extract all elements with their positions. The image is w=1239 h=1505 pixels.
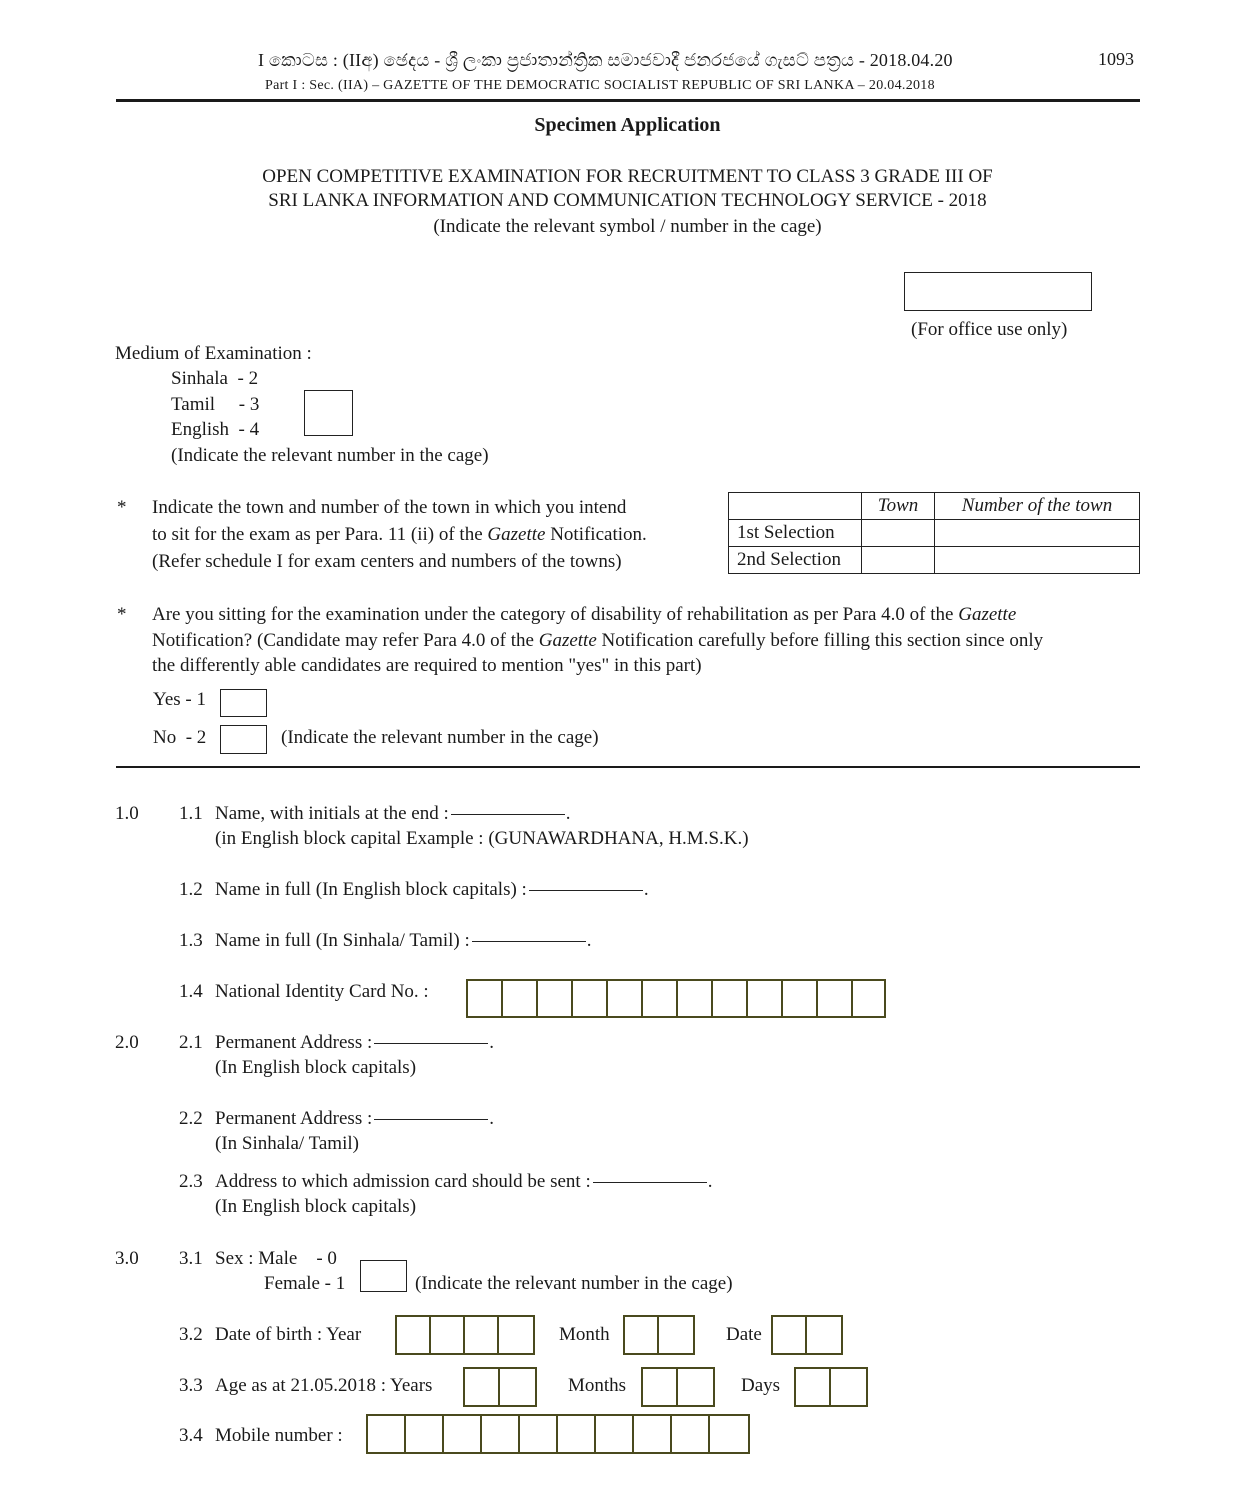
name-initials-input[interactable] (451, 814, 565, 815)
age-years-digit[interactable] (465, 1369, 500, 1405)
table-header-blank (729, 493, 862, 520)
field-1-1-number: 1.1 (179, 803, 203, 824)
name-full-english-input[interactable] (529, 890, 643, 891)
field-1-1-note: (in English block capital Example : (GUNAWARDHANA, H.M.S.K.) (215, 828, 749, 849)
medium-option-sinhala: Sinhala - 2 (171, 368, 259, 389)
dob-date-input[interactable] (771, 1315, 843, 1355)
medium-cage[interactable] (304, 390, 353, 436)
age-years-input[interactable] (463, 1367, 537, 1407)
permanent-address-sinhala-tamil-input[interactable] (374, 1119, 488, 1120)
mobile-digit-cell[interactable] (710, 1416, 748, 1452)
nic-digit-cell[interactable] (748, 981, 783, 1016)
mobile-digit-cell[interactable] (596, 1416, 634, 1452)
header-english-line: Part I : Sec. (IIA) – GAZETTE OF THE DEMOCRATIC SOCIALIST REPUBLIC OF SRI LANKA – 20.04.2018 (265, 78, 935, 93)
mobile-number-input[interactable] (366, 1414, 750, 1454)
row-label-2nd-selection: 2nd Selection (729, 547, 862, 574)
field-2-3-note: (In English block capitals) (215, 1196, 417, 1217)
age-days-input[interactable] (794, 1367, 868, 1407)
nic-digit-cell[interactable] (678, 981, 713, 1016)
field-2-1-note: (In English block capitals) (215, 1057, 417, 1078)
admission-address-input[interactable] (593, 1182, 707, 1183)
field-3-3-label: Age as at 21.05.2018 : Years (215, 1375, 433, 1396)
field-2-2-number: 2.2 (179, 1108, 203, 1129)
field-2-1-label: Permanent Address : . (215, 1032, 495, 1053)
medium-instruction: (Indicate the relevant number in the cage) (171, 445, 489, 466)
field-2-3-label: Address to which admission card should be sent : . (215, 1171, 713, 1192)
office-use-label: (For office use only) (911, 319, 1068, 340)
dob-year-digit[interactable] (499, 1317, 533, 1353)
table-header-town: Town (862, 493, 935, 520)
field-3-1-number: 3.1 (179, 1248, 203, 1269)
field-1-2-label: Name in full (In English block capitals) : . (215, 879, 649, 900)
nic-digit-cell[interactable] (818, 981, 853, 1016)
dob-year-digit[interactable] (431, 1317, 465, 1353)
nic-digit-cell[interactable] (608, 981, 643, 1016)
field-3-2-number: 3.2 (179, 1324, 203, 1345)
section-2-number: 2.0 (115, 1032, 139, 1053)
dob-date-digit[interactable] (773, 1317, 807, 1353)
disability-yes-label: Yes - 1 (153, 689, 206, 710)
nic-digit-cell[interactable] (503, 981, 538, 1016)
town-2nd-cell[interactable] (862, 547, 935, 574)
field-3-2-label: Date of birth : Year (215, 1324, 362, 1345)
office-use-box[interactable] (904, 272, 1092, 311)
table-row (729, 547, 1140, 574)
disability-line-1: Are you sitting for the examination under the category of disability of rehabilitation as per Para 4.0 of the Gazette (152, 604, 1017, 625)
field-3-2-date-label: Date (726, 1324, 762, 1345)
page-number: 1093 (1098, 49, 1134, 69)
age-years-digit[interactable] (500, 1369, 535, 1405)
header-rule (116, 99, 1140, 102)
field-2-1-number: 2.1 (179, 1032, 203, 1053)
field-2-2-note: (In Sinhala/ Tamil) (215, 1133, 359, 1154)
subtitle-line-1: OPEN COMPETITIVE EXAMINATION FOR RECRUITMENT TO CLASS 3 GRADE III OF (262, 166, 993, 187)
field-3-3-months-label: Months (568, 1375, 627, 1396)
nic-digit-cell[interactable] (783, 981, 818, 1016)
table-row (729, 493, 1140, 520)
permanent-address-english-input[interactable] (374, 1043, 488, 1044)
field-3-2-month-label: Month (559, 1324, 610, 1345)
table-row (729, 520, 1140, 547)
nic-number-input[interactable] (466, 979, 886, 1018)
age-months-digit[interactable] (678, 1369, 713, 1405)
field-1-2-number: 1.2 (179, 879, 203, 900)
disability-bullet: * (117, 604, 127, 625)
field-1-4-number: 1.4 (179, 981, 203, 1002)
row-label-1st-selection: 1st Selection (729, 520, 862, 547)
field-3-1-instruction: (Indicate the relevant number in the cage) (415, 1273, 733, 1294)
nic-digit-cell[interactable] (713, 981, 748, 1016)
field-1-3-number: 1.3 (179, 930, 203, 951)
header-sinhala-line: I කොටස : (IIඅ) ඡෙදය - ශ්‍රී ලංකා ප්‍රජාතාන්ත්‍රික සමාජවාදී ජනරජයේ ගැසට් පත්‍රය - 2018.04.20 (258, 50, 953, 70)
disability-line-2: Notification? (Candidate may refer Para 4.0 of the Gazette Notification carefully before filling this section since only (152, 630, 1044, 651)
field-3-3-number: 3.3 (179, 1375, 203, 1396)
disability-no-label: No - 2 (153, 727, 207, 748)
nic-digit-cell[interactable] (643, 981, 678, 1016)
age-months-input[interactable] (641, 1367, 715, 1407)
sex-cage[interactable] (360, 1260, 407, 1292)
section-divider (116, 766, 1140, 768)
age-months-digit[interactable] (643, 1369, 678, 1405)
disability-yes-cage[interactable] (220, 689, 267, 717)
town-instruction-line-1: Indicate the town and number of the town in which you intend (152, 497, 627, 518)
name-full-sinhala-tamil-input[interactable] (472, 941, 586, 942)
age-days-digit[interactable] (796, 1369, 831, 1405)
mobile-digit-cell[interactable] (368, 1416, 406, 1452)
page-title: Specimen Application (534, 114, 721, 136)
section-3-number: 3.0 (115, 1248, 139, 1269)
mobile-digit-cell[interactable] (444, 1416, 482, 1452)
mobile-digit-cell[interactable] (672, 1416, 710, 1452)
town-instruction-line-2: to sit for the exam as per Para. 11 (ii) of the Gazette Notification. (152, 524, 647, 545)
subtitle-line-2: SRI LANKA INFORMATION AND COMMUNICATION TECHNOLOGY SERVICE - 2018 (268, 190, 987, 211)
dob-date-digit[interactable] (807, 1317, 841, 1353)
nic-digit-cell[interactable] (853, 981, 884, 1016)
field-1-1-label: Name, with initials at the end : . (215, 803, 571, 824)
mobile-digit-cell[interactable] (634, 1416, 672, 1452)
town-selection-table (728, 492, 1140, 574)
town-number-1st-cell[interactable] (935, 520, 1140, 547)
field-1-4-label: National Identity Card No. : (215, 981, 429, 1002)
field-3-4-label: Mobile number : (215, 1425, 343, 1446)
field-3-1-label: Sex : Male - 0 (215, 1248, 337, 1269)
medium-option-tamil: Tamil - 3 (171, 394, 260, 415)
subtitle-instruction: (Indicate the relevant symbol / number in the cage) (433, 216, 822, 237)
nic-digit-cell[interactable] (468, 981, 503, 1016)
disability-instruction: (Indicate the relevant number in the cage) (281, 727, 599, 748)
mobile-digit-cell[interactable] (520, 1416, 558, 1452)
dob-month-digit[interactable] (625, 1317, 659, 1353)
mobile-digit-cell[interactable] (558, 1416, 596, 1452)
field-1-3-label: Name in full (In Sinhala/ Tamil) : . (215, 930, 592, 951)
nic-digit-cell[interactable] (573, 981, 608, 1016)
dob-month-input[interactable] (623, 1315, 695, 1355)
field-3-4-number: 3.4 (179, 1425, 203, 1446)
field-3-3-days-label: Days (741, 1375, 781, 1396)
field-2-3-number: 2.3 (179, 1171, 203, 1192)
table-header-number: Number of the town (935, 493, 1140, 520)
town-instruction-line-3: (Refer schedule I for exam centers and numbers of the towns) (152, 551, 622, 572)
field-2-2-label: Permanent Address : . (215, 1108, 495, 1129)
dob-month-digit[interactable] (659, 1317, 693, 1353)
field-3-1-female: Female - 1 (264, 1273, 346, 1294)
mobile-digit-cell[interactable] (406, 1416, 444, 1452)
nic-digit-cell[interactable] (538, 981, 573, 1016)
town-number-2nd-cell[interactable] (935, 547, 1140, 574)
section-1-number: 1.0 (115, 803, 139, 824)
medium-option-english: English - 4 (171, 419, 260, 440)
town-1st-cell[interactable] (862, 520, 935, 547)
disability-no-cage[interactable] (220, 725, 267, 754)
medium-label: Medium of Examination : (115, 343, 312, 364)
town-bullet: * (117, 497, 127, 518)
dob-year-digit[interactable] (465, 1317, 499, 1353)
mobile-digit-cell[interactable] (482, 1416, 520, 1452)
age-days-digit[interactable] (831, 1369, 866, 1405)
disability-line-3: the differently able candidates are required to mention "yes" in this part) (152, 655, 702, 676)
dob-year-input[interactable] (395, 1315, 535, 1355)
dob-year-digit[interactable] (397, 1317, 431, 1353)
